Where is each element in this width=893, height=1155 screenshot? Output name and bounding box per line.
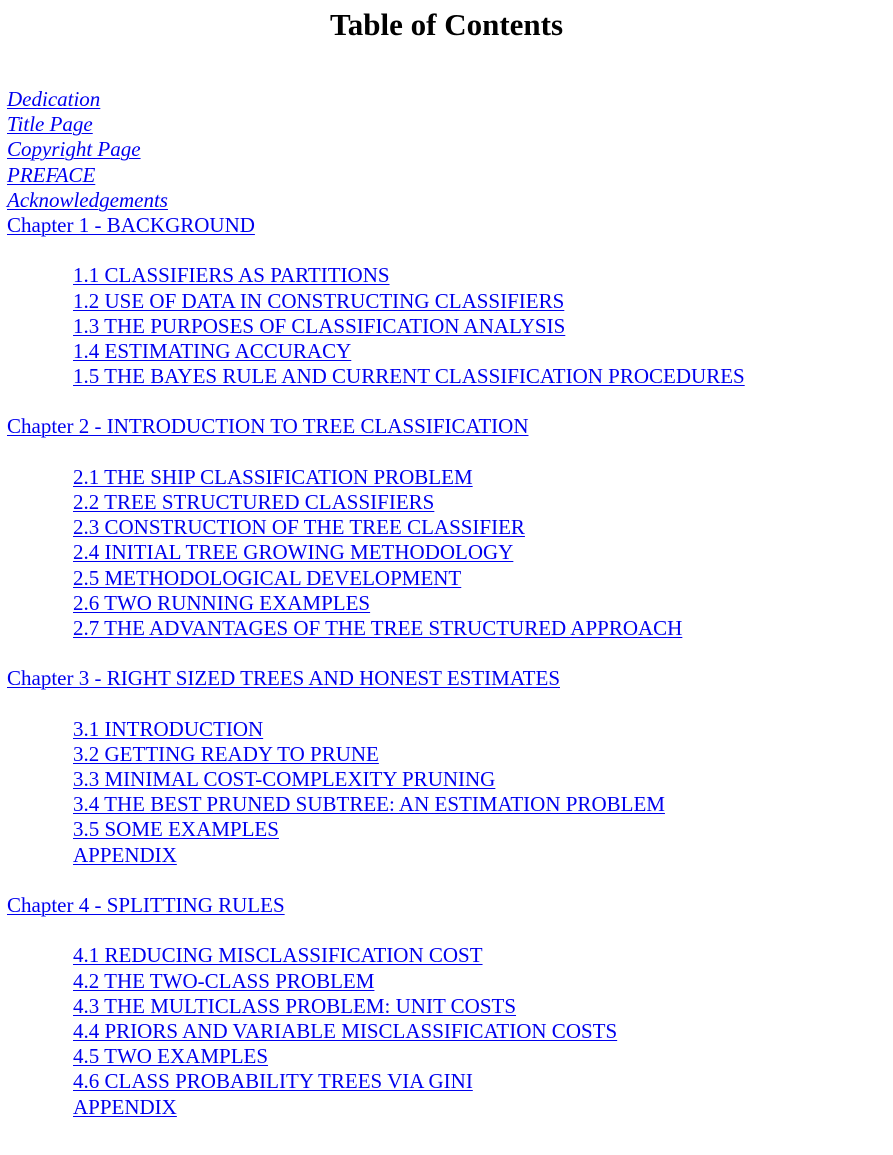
front-matter-link[interactable]: Dedication — [7, 87, 101, 111]
section-link-line — [7, 843, 887, 868]
section-spacer — [7, 440, 887, 465]
front-matter-link[interactable]: Title Page — [7, 112, 93, 137]
chapter-link[interactable]: Chapter 4 - SPLITTING RULES — [7, 893, 285, 917]
front-matter-link[interactable]: Acknowledgements — [7, 187, 168, 212]
front-matter-link[interactable]: PREFACE — [7, 162, 96, 187]
section-link[interactable]: 2.1 THE SHIP CLASSIFICATION PROBLEM — [73, 464, 473, 489]
section-link-line — [7, 289, 887, 314]
chapter-link[interactable]: Chapter 1 - BACKGROUND — [7, 212, 255, 237]
section-spacer — [7, 918, 887, 943]
section-link[interactable]: 2.4 INITIAL TREE GROWING METHODOLOGY — [73, 540, 514, 565]
section-spacer — [7, 692, 887, 717]
section-link[interactable]: 2.5 METHODOLOGICAL DEVELOPMENT — [73, 565, 462, 590]
section-spacer — [7, 641, 887, 666]
section-link-line — [7, 263, 887, 288]
section-link-line — [7, 490, 887, 515]
section-link-line — [7, 566, 887, 591]
chapter-link-line — [7, 414, 887, 439]
chapter-link-line — [7, 666, 887, 691]
section-spacer — [7, 389, 887, 414]
section-link-line — [7, 540, 887, 565]
section-link-line — [7, 792, 887, 817]
section-link[interactable]: 1.2 USE OF DATA IN CONSTRUCTING CLASSIFIERS — [73, 288, 565, 313]
chapter-link-line — [7, 893, 887, 918]
section-spacer — [7, 238, 887, 263]
section-link[interactable]: 3.1 INTRODUCTION — [73, 716, 264, 741]
section-link-line — [7, 817, 887, 842]
section-link-line — [7, 1069, 887, 1094]
front-matter-link-line — [7, 112, 887, 137]
page-title: Table of Contents — [329, 7, 564, 42]
section-link[interactable]: 3.3 MINIMAL COST-COMPLEXITY PRUNING — [73, 767, 496, 792]
chapter-link[interactable]: Chapter 2 - INTRODUCTION TO TREE CLASSIFICATION — [7, 414, 529, 439]
section-link[interactable]: 4.2 THE TWO-CLASS PROBLEM — [73, 968, 375, 993]
section-link[interactable]: 1.3 THE PURPOSES OF CLASSIFICATION ANALYSIS — [73, 313, 566, 338]
section-link[interactable]: 2.2 TREE STRUCTURED CLASSIFIERS — [73, 490, 435, 514]
front-matter-link-line — [7, 87, 887, 112]
section-link-line — [7, 767, 887, 792]
section-link[interactable]: 4.4 PRIORS AND VARIABLE MISCLASSIFICATION COSTS — [73, 1018, 618, 1043]
section-link[interactable]: 3.2 GETTING READY TO PRUNE — [73, 741, 379, 766]
section-link-line — [7, 314, 887, 339]
section-link-line — [7, 1019, 887, 1044]
section-link[interactable]: 4.6 CLASS PROBABILITY TREES VIA GINI — [73, 1069, 473, 1094]
section-link-line — [7, 465, 887, 490]
front-matter-link-line — [7, 137, 887, 162]
section-link-line — [7, 591, 887, 616]
section-link[interactable]: 2.3 CONSTRUCTION OF THE TREE CLASSIFIER — [73, 515, 525, 540]
section-link[interactable]: 1.4 ESTIMATING ACCURACY — [73, 338, 352, 363]
section-link-line — [7, 1044, 887, 1069]
chapter-link-line — [7, 213, 887, 238]
section-link[interactable]: 1.1 CLASSIFIERS AS PARTITIONS — [73, 263, 390, 288]
section-link-line — [7, 943, 887, 968]
section-link[interactable]: APPENDIX — [73, 1094, 177, 1119]
front-matter-link-line — [7, 188, 887, 213]
section-link[interactable]: 3.5 SOME EXAMPLES — [73, 817, 279, 842]
section-link-line — [7, 742, 887, 767]
section-link-line — [7, 717, 887, 742]
section-link[interactable]: APPENDIX — [73, 842, 177, 867]
section-link[interactable]: 4.1 REDUCING MISCLASSIFICATION COST — [73, 943, 483, 968]
section-link-line — [7, 1095, 887, 1120]
section-link[interactable]: 2.7 THE ADVANTAGES OF THE TREE STRUCTURED APPROACH — [73, 615, 683, 640]
front-matter-link-line — [7, 163, 887, 188]
section-link-line — [7, 515, 887, 540]
section-link[interactable]: 3.4 THE BEST PRUNED SUBTREE: AN ESTIMATION PROBLEM — [73, 792, 665, 817]
front-matter-link[interactable]: Copyright Page — [7, 137, 141, 162]
section-link-line — [7, 616, 887, 641]
section-link-line — [7, 994, 887, 1019]
section-link[interactable]: 2.6 TWO RUNNING EXAMPLES — [73, 590, 371, 615]
section-link-line — [7, 339, 887, 364]
chapter-link[interactable]: Chapter 3 - RIGHT SIZED TREES AND HONEST ESTIMATES — [7, 666, 560, 691]
section-link[interactable]: 4.3 THE MULTICLASS PROBLEM: UNIT COSTS — [73, 993, 517, 1018]
section-spacer — [7, 868, 887, 893]
section-link[interactable]: 1.5 THE BAYES RULE AND CURRENT CLASSIFICATION PROCEDURES — [73, 364, 745, 389]
section-link[interactable]: 4.5 TWO EXAMPLES — [73, 1044, 269, 1069]
section-link-line — [7, 969, 887, 994]
section-link-line — [7, 364, 887, 389]
table-of-contents — [7, 87, 887, 1120]
